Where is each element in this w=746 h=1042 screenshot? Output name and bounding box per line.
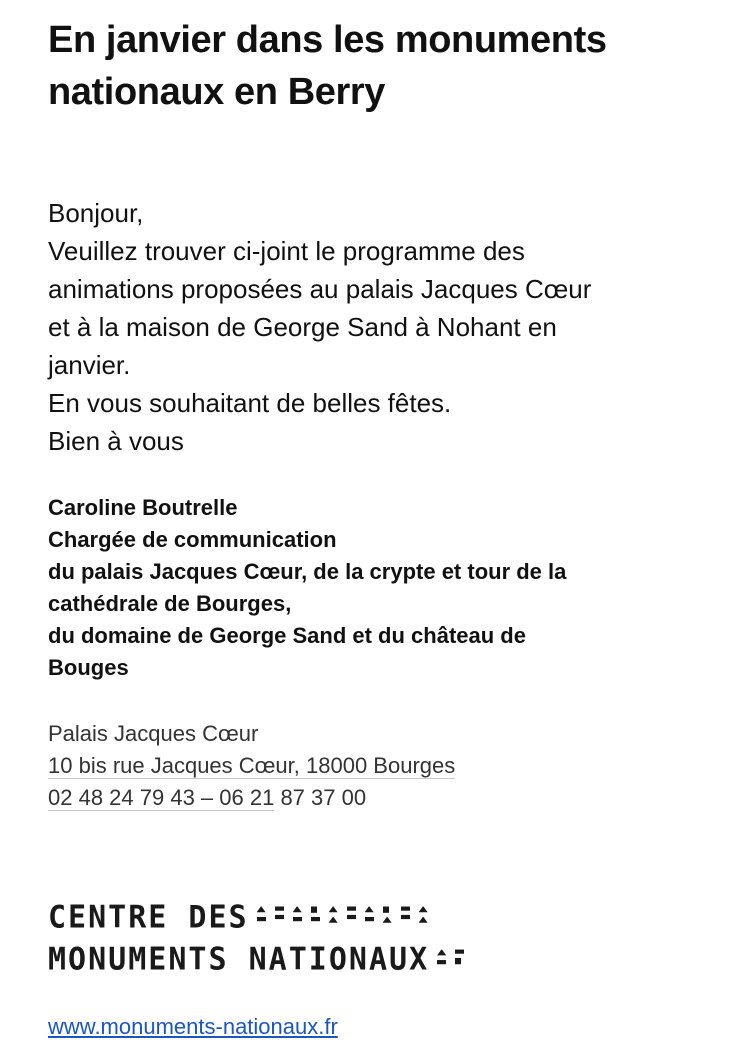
message-text xyxy=(48,194,728,460)
address-place: Palais Jacques Cœur xyxy=(48,721,259,746)
message-line: En vous souhaitant de belles fêtes. xyxy=(48,388,452,418)
signature-line: cathédrale de Bourges, xyxy=(48,591,292,616)
headline-line: En janvier dans les monuments xyxy=(48,19,607,61)
logo-monument-glyphs-icon xyxy=(437,949,464,964)
greeting: Bonjour, xyxy=(48,198,144,228)
logo-monument-glyphs-icon xyxy=(257,906,428,923)
website-link[interactable]: www.monuments-nationaux.fr xyxy=(48,1014,338,1039)
logo-text-2: MONUMENTS NATIONAUX xyxy=(48,941,430,978)
signature-line: du domaine de George Sand et du château de xyxy=(48,623,526,648)
cmn-logo xyxy=(48,896,728,976)
logo-line-1 xyxy=(48,896,728,940)
email-body xyxy=(48,0,728,1042)
signature-title: Chargée de communication xyxy=(48,527,337,552)
phone-numbers xyxy=(48,782,728,814)
phone-rest: 87 37 00 xyxy=(274,785,367,810)
phone-link[interactable]: 02 48 24 79 43 – 06 21 xyxy=(48,785,275,810)
address-street-link[interactable]: 10 bis rue Jacques Cœur, 18000 Bourges xyxy=(48,753,456,778)
headline-line: nationaux en Berry xyxy=(48,71,386,113)
address-block xyxy=(48,718,728,814)
email-headline xyxy=(48,0,728,118)
website-row xyxy=(48,1012,728,1042)
message-line: janvier. xyxy=(48,350,131,380)
closing: Bien à vous xyxy=(48,426,184,456)
message-line: et à la maison de George Sand à Nohant en xyxy=(48,312,557,342)
logo-line-2 xyxy=(48,938,728,982)
logo-text-1: CENTRE DES xyxy=(48,899,249,936)
signature-name: Caroline Boutrelle xyxy=(48,495,238,520)
signature-line: du palais Jacques Cœur, de la crypte et tour de la xyxy=(48,559,567,584)
message-line: Veuillez trouver ci-joint le programme des xyxy=(48,236,525,266)
signature-block xyxy=(48,492,728,684)
signature-line: Bouges xyxy=(48,655,129,680)
message-line: animations proposées au palais Jacques Cœur xyxy=(48,274,592,304)
